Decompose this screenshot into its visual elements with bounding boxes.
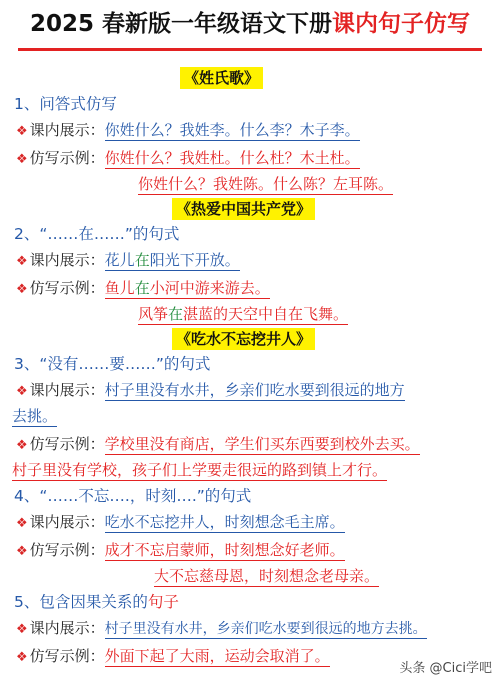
sentence-4-show: 吃水不忘挖井人，时刻想念毛主席。 <box>104 513 345 531</box>
heading-4: 4、“……不忘….，时刻….”的句式 <box>14 487 252 505</box>
predicate: 小河中游来游去。 <box>149 279 270 297</box>
sentence-2-show <box>105 251 240 271</box>
heading-2: 2、“……在……”的句式 <box>14 225 180 243</box>
label-copy: 仿写示例： <box>29 279 105 297</box>
sentence-1-copy1: 你姓什么？我姓杜。什么杜？木土杜。 <box>104 149 360 167</box>
title-divider <box>18 48 482 51</box>
label-copy: 仿写示例： <box>29 435 105 453</box>
bullet-icon: ❖ <box>16 282 28 297</box>
lesson-badge-3: 《吃水不忘挖井人》 <box>172 328 315 350</box>
sentence-2-copy1 <box>105 279 270 299</box>
title-main: 2025 春新版一年级语文下册 <box>29 11 333 37</box>
heading-1: 1、问答式仿写 <box>14 95 117 113</box>
label-copy: 仿写示例： <box>29 541 105 559</box>
sentence-3-copy2: 村子里没有学校，孩子们上学要走很远的路到镇上才行。 <box>12 461 388 479</box>
row-3-show <box>16 378 405 404</box>
bullet-icon: ❖ <box>16 516 28 531</box>
bullet-icon: ❖ <box>16 254 28 269</box>
sentence-4-copy1: 成才不忘启蒙师，时刻想念好老师。 <box>104 541 345 559</box>
bullet-icon: ❖ <box>16 650 28 665</box>
sentence-3-show-line2: 去挑。 <box>12 407 58 425</box>
row-1-show <box>16 118 360 144</box>
keyword: 在 <box>168 305 184 323</box>
heading-5-highlight: 句子 <box>147 593 179 611</box>
row-4-show <box>16 510 345 536</box>
sentence-4-copy2-row <box>154 564 379 588</box>
watermark: 头条 @Cici学吧 <box>399 661 492 676</box>
label-copy: 仿写示例： <box>29 647 105 665</box>
subject: 风筝 <box>138 305 169 323</box>
row-2-copy <box>16 276 270 302</box>
predicate: 湛蓝的天空中自在飞舞。 <box>183 305 349 323</box>
bullet-icon: ❖ <box>16 544 28 559</box>
bullet-icon: ❖ <box>16 152 28 167</box>
page-title <box>0 4 500 44</box>
sentence-1-copy2: 你姓什么？我姓陈。什么陈？左耳陈。 <box>138 175 394 193</box>
bullet-icon: ❖ <box>16 438 28 453</box>
label-show: 课内展示： <box>29 513 105 531</box>
lesson-badge-2: 《热爱中国共产党》 <box>172 198 315 220</box>
row-1-copy <box>16 146 360 172</box>
subject: 花儿 <box>104 251 135 269</box>
label-show: 课内展示： <box>29 381 105 399</box>
lesson-badge-1: 《姓氏歌》 <box>180 67 263 89</box>
sentence-2-copy2 <box>138 305 348 325</box>
sentence-3-show-line1: 村子里没有水井，乡亲们吃水要到很远的地方 <box>104 381 405 399</box>
predicate: 阳光下开放。 <box>149 251 240 269</box>
sentence-4-copy2: 大不忘慈母恩，时刻想念老母亲。 <box>154 567 380 585</box>
heading-3: 3、“没有……要……”的句式 <box>14 355 211 373</box>
label-show: 课内展示： <box>29 121 105 139</box>
sentence-1-copy2-row <box>138 172 393 196</box>
sentence-5-copy: 外面下起了大雨，运动会取消了。 <box>104 647 330 665</box>
label-show: 课内展示： <box>29 619 105 637</box>
keyword: 在 <box>134 279 150 297</box>
sentence-5-show: 村子里没有水井，乡亲们吃水要到很远的地方去挑。 <box>104 621 427 637</box>
sentence-3-show-line2-row <box>12 404 57 428</box>
sentence-3-copy1: 学校里没有商店，学生们买东西要到校外去买。 <box>104 435 420 453</box>
sentence-2-copy2-row <box>138 302 348 326</box>
sentence-1-show: 你姓什么？我姓李。什么李？木子李。 <box>104 121 360 139</box>
label-copy: 仿写示例： <box>29 149 105 167</box>
row-4-copy <box>16 538 345 564</box>
sentence-3-copy2-row <box>12 458 387 482</box>
row-5-show <box>16 616 427 642</box>
row-2-show <box>16 248 240 274</box>
label-show: 课内展示： <box>29 251 105 269</box>
title-highlight: 课内句子仿写 <box>332 11 471 37</box>
heading-5 <box>14 590 179 614</box>
bullet-icon: ❖ <box>16 124 28 139</box>
row-5-copy <box>16 644 330 670</box>
row-3-copy <box>16 432 420 458</box>
keyword: 在 <box>134 251 150 269</box>
subject: 鱼儿 <box>104 279 135 297</box>
heading-5-text: 5、包含因果关系的 <box>14 593 148 611</box>
bullet-icon: ❖ <box>16 622 28 637</box>
bullet-icon: ❖ <box>16 384 28 399</box>
